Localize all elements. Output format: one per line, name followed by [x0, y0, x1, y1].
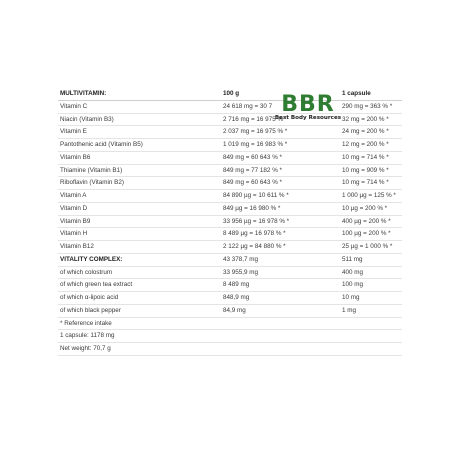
per-100g-value: 848,9 mg [221, 292, 340, 305]
per-capsule-value: 10 mg = 714 % * [340, 177, 402, 190]
header-cell: 1 capsule [340, 88, 402, 100]
per-100g-value: 849 mg = 60 643 % * [221, 177, 340, 190]
row-label: of which colostrum [58, 266, 221, 279]
row-label: Riboflavin (Vitamin B2) [58, 177, 221, 190]
per-100g-value: 84,9 mg [221, 304, 340, 317]
row-label: Vitamin D [58, 202, 221, 215]
table-row [58, 164, 402, 177]
table-row [58, 126, 402, 139]
per-capsule-value: 10 mg = 714 % * [340, 151, 402, 164]
per-100g-value: 1 019 mg = 16 983 % * [221, 139, 340, 152]
per-100g-value: 43 378,7 mg [221, 253, 340, 266]
empty-cell [221, 330, 340, 343]
row-label: Niacin (Vitamin B3) [58, 113, 221, 126]
table-row [58, 228, 402, 241]
per-capsule-value: 400 µg = 200 % * [340, 215, 402, 228]
header-cell: MULTIVITAMIN: [58, 88, 221, 100]
note-text: 1 capsule: 1178 mg [58, 330, 221, 343]
per-capsule-value: 10 µg = 200 % * [340, 202, 402, 215]
table-row [58, 202, 402, 215]
empty-cell [340, 330, 402, 343]
nutrition-table-body [58, 88, 402, 355]
section-header-row [58, 253, 402, 266]
empty-cell [221, 317, 340, 330]
per-100g-value: 33 955,9 mg [221, 266, 340, 279]
note-row [58, 317, 402, 330]
table-row [58, 241, 402, 254]
table-row [58, 151, 402, 164]
table-row [58, 139, 402, 152]
table-row [58, 266, 402, 279]
row-label: Pantothenic acid (Vitamin B5) [58, 139, 221, 152]
per-capsule-value: 10 mg = 909 % * [340, 164, 402, 177]
table-row [58, 190, 402, 203]
per-capsule-value: 1 mg [340, 304, 402, 317]
table-row [58, 279, 402, 292]
table-row [58, 215, 402, 228]
row-label: VITALITY COMPLEX: [58, 253, 221, 266]
empty-cell [340, 317, 402, 330]
nutrition-table-container [58, 88, 402, 356]
row-label: Vitamin C [58, 100, 221, 113]
per-100g-value: 33 956 µg = 16 978 % * [221, 215, 340, 228]
per-100g-value: 849 mg = 60 643 % * [221, 151, 340, 164]
row-label: Vitamin B6 [58, 151, 221, 164]
note-text: Net weight: 70,7 g [58, 343, 221, 356]
row-label: Vitamin B12 [58, 241, 221, 254]
row-label: Thiamine (Vitamin B1) [58, 164, 221, 177]
bbr-logo [268, 94, 348, 124]
per-capsule-value: 100 µg = 200 % * [340, 228, 402, 241]
per-100g-value: 8 489 µg = 16 978 % * [221, 228, 340, 241]
per-capsule-value: 511 mg [340, 253, 402, 266]
header-cell: 100 g [221, 88, 340, 100]
empty-cell [340, 343, 402, 356]
row-label: Vitamin H [58, 228, 221, 241]
per-100g-value: 2 716 mg = 16 975 % [221, 113, 340, 126]
nutrition-table [58, 88, 402, 356]
per-capsule-value: 100 mg [340, 279, 402, 292]
table-row [58, 113, 402, 126]
per-capsule-value: 25 µg = 1 000 % * [340, 241, 402, 254]
table-row [58, 177, 402, 190]
per-capsule-value: 400 mg [340, 266, 402, 279]
row-label: of which black pepper [58, 304, 221, 317]
note-row [58, 343, 402, 356]
per-100g-value: 8 489 mg [221, 279, 340, 292]
note-row [58, 330, 402, 343]
per-100g-value: 2 037 mg = 16 975 % * [221, 126, 340, 139]
row-label: of which green tea extract [58, 279, 221, 292]
per-100g-value: 24 618 mg = 30 7 [221, 100, 340, 113]
per-capsule-value: 32 mg = 200 % * [340, 113, 402, 126]
note-text: * Reference intake [58, 317, 221, 330]
row-label: Vitamin B9 [58, 215, 221, 228]
table-header-row [58, 88, 402, 100]
table-row [58, 100, 402, 113]
per-100g-value: 849 mg = 77 182 % * [221, 164, 340, 177]
row-label: Vitamin A [58, 190, 221, 203]
per-capsule-value: 10 mg [340, 292, 402, 305]
per-100g-value: 84 890 µg = 10 611 % * [221, 190, 340, 203]
per-100g-value: 849 µg = 16 980 % * [221, 202, 340, 215]
table-row [58, 304, 402, 317]
logo-tagline: Best Body Resources [274, 115, 342, 121]
empty-cell [221, 343, 340, 356]
table-row [58, 292, 402, 305]
per-capsule-value: 24 mg = 200 % * [340, 126, 402, 139]
per-capsule-value: 290 mg = 363 % * [340, 100, 402, 113]
row-label: of which α-lipoic acid [58, 292, 221, 305]
per-capsule-value: 12 mg = 200 % * [340, 139, 402, 152]
per-100g-value: 2 122 µg = 84 880 % * [221, 241, 340, 254]
logo-letters: BBR [281, 92, 335, 117]
row-label: Vitamin E [58, 126, 221, 139]
per-capsule-value: 1 000 µg = 125 % * [340, 190, 402, 203]
